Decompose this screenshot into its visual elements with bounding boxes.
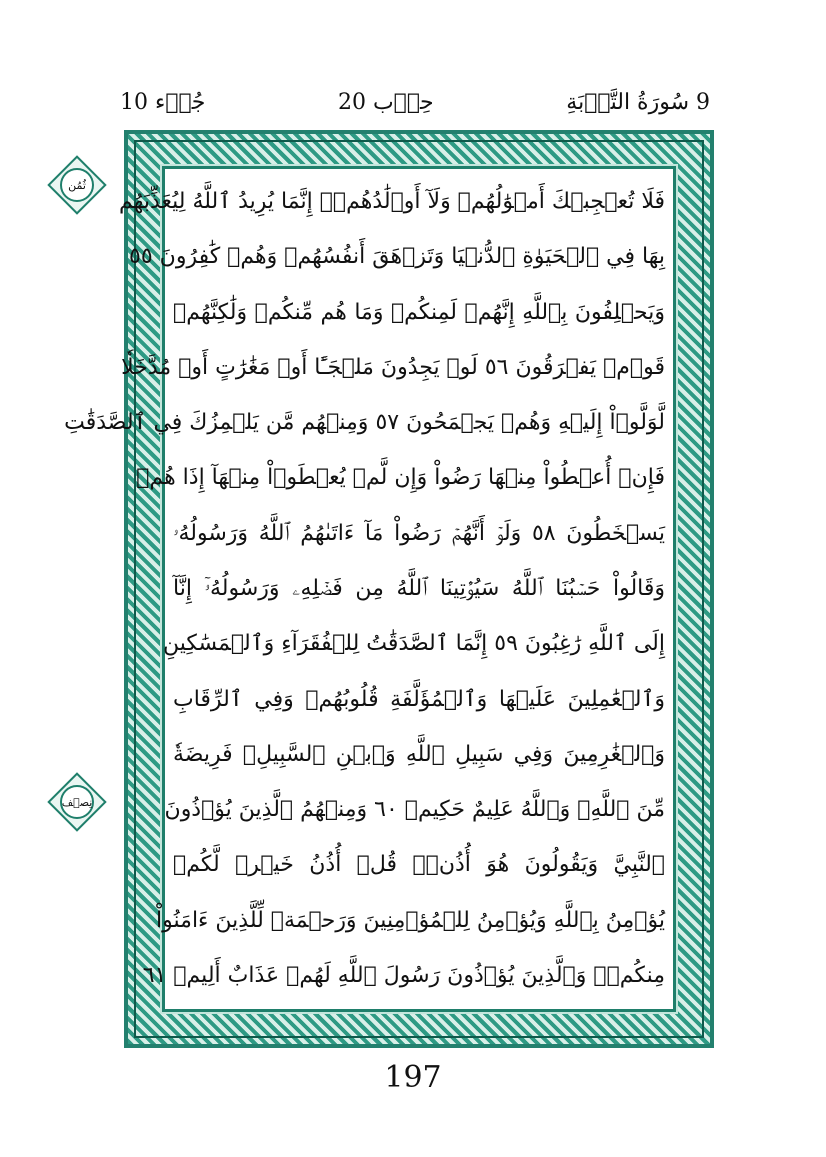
text-line: فَإِنۡ أُعۡطُواْ مِنۡهَا رَضُواْ وَإِن لَّمۡ يُعۡطَوۡاْ مِنۡهَآ إِذَا هُمۡ [136,465,665,491]
text-line: بِهَا فِي ٱلۡحَيَوٰةِ ٱلدُّنۡيَا وَتَزۡهَقَ أَنفُسُهُمۡ وَهُمۡ كَٰفِرُونَ ٥٥ [129,244,665,270]
page-header [120,82,710,122]
text-line: مِنكُمۡۚ وَٱلَّذِينَ يُؤۡذُونَ رَسُولَ ٱللَّهِ لَهُمۡ عَذَابٌ أَلِيمٞ ٦١ [142,962,665,988]
text-line: وَٱلۡعَٰمِلِينَ عَلَيۡهَا وَٱلۡمُؤَلَّفَةِ قُلُوبُهُمۡ وَفِي ٱلرِّقَابِ [173,686,665,712]
text-line: لَّوَلَّوۡاْ إِلَيۡهِ وَهُمۡ يَجۡمَحُونَ ٥٧ وَمِنۡهُم مَّن يَلۡمِزُكَ فِي ٱلصَّدَقَٰتِ [64,410,665,436]
juz-label: جُزۡء 10 [120,89,206,115]
page-number: 197 [384,1060,442,1095]
nisf-marker-label: نِصۡف [60,785,94,819]
nisf-marker-ornament [56,772,98,832]
text-line: وَقَالُواْ حَسۡبُنَا ٱللَّهُ سَيُؤۡتِينَا ٱللَّهُ مِن فَضۡلِهِۦ وَرَسُولُهُۥٓ إِنَّآ [173,575,665,601]
text-line: يُؤۡمِنُ بِٱللَّهِ وَيُؤۡمِنُ لِلۡمُؤۡمِنِينَ وَرَحۡمَةٞ لِّلَّذِينَ ءَامَنُواْ [156,907,665,933]
thumn-marker-ornament [56,155,98,215]
text-line: قَوۡمٞ يَفۡرَقُونَ ٥٦ لَوۡ يَجِدُونَ مَلۡجَـًٔا أَوۡ مَغَٰرَٰتٍ أَوۡ مُدَّخَلٗا [121,354,665,380]
text-line: إِلَى ٱللَّهِ رَٰغِبُونَ ٥٩ إِنَّمَا ٱلصَّدَقَٰتُ لِلۡفُقَرَآءِ وَٱلۡمَسَٰكِينِ [162,631,665,657]
text-line: مِّنَ ٱللَّهِۗ وَٱللَّهُ عَلِيمٌ حَكِيمٞ ٦٠ وَمِنۡهُمُ ٱلَّذِينَ يُؤۡذُونَ [164,797,665,823]
text-line: فَلَا تُعۡجِبۡكَ أَمۡوَٰلُهُمۡ وَلَآ أَوۡلَٰدُهُمۡۚ إِنَّمَا يُرِيدُ ٱللَّهُ لِيُعَذِّبَهُم [119,189,665,214]
hizb-label: حِزۡب 20 [337,89,434,115]
thumn-marker-label: ثُمُن [60,168,94,202]
surah-name: 9 سُورَةُ التَّوۡبَةِ [566,89,710,115]
text-line: ٱلنَّبِيَّ وَيَقُولُونَ هُوَ أُذُنٞۚ قُلۡ أُذُنُ خَيۡرٖ لَّكُمۡ [173,852,665,878]
text-line: وَيَحۡلِفُونَ بِٱللَّهِ إِنَّهُمۡ لَمِنكُمۡ وَمَا هُم مِّنكُمۡ وَلَٰكِنَّهُمۡ [173,299,665,325]
text-line: وَٱلۡغَٰرِمِينَ وَفِي سَبِيلِ ٱللَّهِ وَٱبۡنِ ٱلسَّبِيلِۖ فَرِيضَةٗ [173,741,665,767]
text-line: يَسۡخَطُونَ ٥٨ وَلَوۡ أَنَّهُمۡ رَضُواْ مَآ ءَاتَىٰهُمُ ٱللَّهُ وَرَسُولُهُۥ [173,520,665,546]
